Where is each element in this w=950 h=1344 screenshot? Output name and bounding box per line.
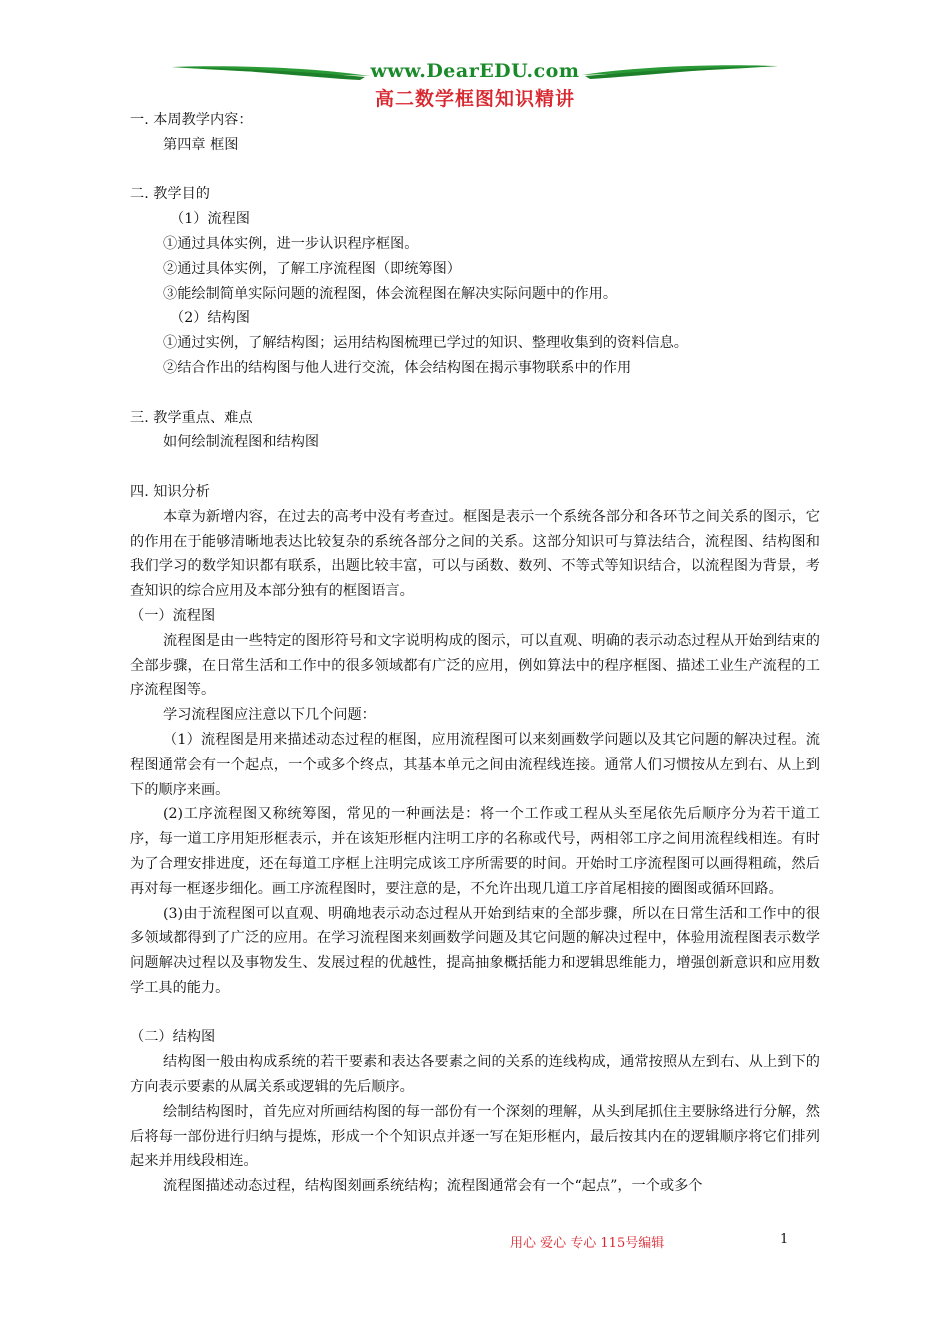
paragraph: 流程图是由一些特定的图形符号和文字说明构成的图示，可以直观、明确的表示动态过程从开始到结束的全部步骤，在日常生活和工作中的很多领域都有广泛的应用，例如算法中的程序框图、描述工业生产流程的工序流程图等。 xyxy=(130,632,820,699)
section-heading: 一. 本周教学内容： xyxy=(130,112,253,128)
footer-text: 用心 爱心 专心 115号编辑 xyxy=(510,1236,665,1251)
list-item: ②结合作出的结构图与他人进行交流，体会结构图在揭示事物联系中的作用 xyxy=(163,359,632,376)
list-item: ①通过实例，了解结构图；运用结构图梳理已学过的知识、整理收集到的资料信息。 xyxy=(163,335,688,352)
section-heading: 二. 教学目的 xyxy=(130,186,210,203)
list-item: ②通过具体实例，了解工序流程图（即统筹图） xyxy=(163,260,461,277)
document-title: 高二数学框图知识精讲 xyxy=(374,88,575,110)
list-item: ③能绘制简单实际问题的流程图，体会流程图在解决实际问题中的作用。 xyxy=(163,285,618,302)
text-line: 如何绘制流程图和结构图 xyxy=(163,434,320,451)
site-logo-text: www.DearEDU.com xyxy=(370,60,580,82)
paragraph: （1）流程图是用来描述动态过程的框图，应用流程图可以来刻画数学问题以及其它问题的解决过程。流程图通常会有一个起点，一个或多个终点，其基本单元之间由流程线连接。通常人们习惯按从左到右、从上到下的顺序来画。 xyxy=(130,731,820,798)
section-heading: 三. 教学重点、难点 xyxy=(130,409,253,426)
paragraph: 绘制结构图时，首先应对所画结构图的每一部份有一个深刻的理解，从头到尾抓住主要脉络进行分解，然后将每一部份进行归纳与提炼，形成一个个知识点并逐一写在矩形框内，最后按其内在的逻辑顺序将它们排列起来并用线段相连。 xyxy=(130,1103,820,1170)
paragraph: (3)由于流程图可以直观、明确地表示动态过程从开始到结束的全部步骤，所以在日常生活和工作中的很多领域都得到了广泛的应用。在学习流程图来刻画数学问题及其它问题的解决过程中，体验用流程图表示数学问题解决过程以及事物发生、发展过程的优越性，提高抽象概括能力和逻辑思维能力，增强创新意识和应用数学工具的能力。 xyxy=(130,905,820,996)
subheading: （1）流程图 xyxy=(170,211,250,228)
paragraph: 本章为新增内容，在过去的高考中没有考查过。框图是表示一个系统各部分和各环节之间关系的图示，它的作用在于能够清晰地表达比较复杂的系统各部分之间的关系。这部分知识可与算法结合，流程图、结构图和我们学习的数学知识都有联系，出题比较丰富，可以与函数、数列、不等式等知识结合，以流程图为背景，考查知识的综合应用及本部分独有的框图语言。 xyxy=(130,508,820,600)
paragraph: 结构图一般由构成系统的若干要素和表达各要素之间的关系的连线构成，通常按照从左到右、从上到下的方向表示要素的从属关系或逻辑的先后顺序。 xyxy=(130,1054,820,1096)
page-number: 1 xyxy=(780,1232,789,1247)
paragraph: (2)工序流程图又称统筹图，常见的一种画法是：将一个工作或工程从头至尾依先后顺序分为若干道工序，每一道工序用矩形框表示，并在该矩形框内注明工序的名称或代号，两相邻工序之间用流程线相连。有时为了合理安排进度，还在每道工序框上注明完成该工序所需要的时间。开始时工序流程图可以画得粗疏，然后再对每一框逐步细化。画工序流程图时，要注意的是，不允许出现几道工序首尾相接的圈图或循环回路。 xyxy=(130,806,820,897)
list-item: ①通过具体实例，进一步认识程序框图。 xyxy=(163,235,419,252)
subheading: （二）结构图 xyxy=(130,1029,216,1046)
text-line: 第四章 框图 xyxy=(163,136,239,153)
paragraph: 流程图描述动态过程，结构图刻画系统结构；流程图通常会有一个“起点”，一个或多个 xyxy=(163,1178,703,1195)
section-heading: 四. 知识分析 xyxy=(130,483,210,500)
paragraph: 学习流程图应注意以下几个问题： xyxy=(163,707,376,724)
document-body xyxy=(130,108,820,1199)
subheading: （一）流程图 xyxy=(130,607,216,624)
subheading: （2）结构图 xyxy=(170,310,250,327)
